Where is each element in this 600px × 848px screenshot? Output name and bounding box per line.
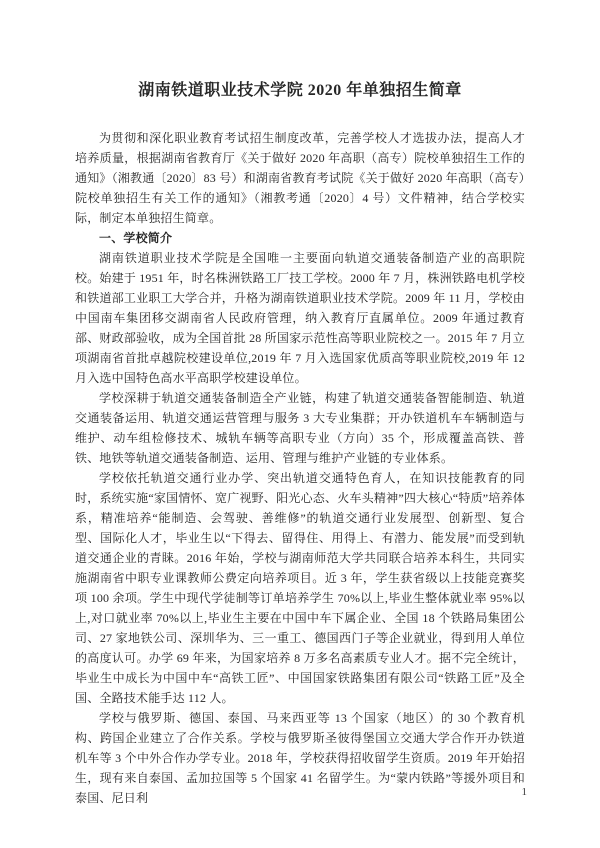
paragraph-school-history: 湖南铁道职业技术学院是全国唯一主要面向轨道交通装备制造产业的高职院校。始建于 1951 年，时名株洲铁路工厂技工学校。2000 年 7 月，株洲铁路电机学校和铁道部工业职工大学合并，升格为湖南铁道职业技术学院。2009 年 11 月，学校由中国南车集团移交湖南省人民政府管理，纳入教育厅直属单位。2009 年通过教育部、财政部验收，成为全国首批 28 所国家示范性高等职业院校之一。2015 年 7 月立项湖南省首批卓越院校建设单位,2019 年 7 月入选国家优质高等职业院校,2019 年 12 月入选中国特色高水平高职学校建设单位。 <box>75 251 526 385</box>
paragraph-international-cooperation: 学校与俄罗斯、德国、泰国、马来西亚等 13 个国家（地区）的 30 个教育机构、跨国企业建立了合作关系。学校与俄罗斯圣彼得堡国立交通大学合作开办铁道机车等 3 个中外合作办学专业。2018 年，学校获得招收留学生资质。2019 年开始招生，现有来自泰国、孟加拉国等 5 个国家 41 名留学生。为“蒙内铁路”等援外项目和泰国、尼日利 <box>75 711 525 805</box>
document-body <box>75 128 525 808</box>
page-number: 1 <box>521 786 527 798</box>
paragraph-policy-intro: 为贯彻和深化职业教育考试招生制度改革，完善学校人才选拔办法，提高人才培养质量，根据湖南省教育厅《关于做好 2020 年高职（高专）院校单独招生工作的通知》（湘教通〔2020〕83 号）和湖南省教育考试院《关于做好 2020 年高职（高专）院校单独招生有关工作的通知》（湘教考通〔2020〕4 号）文件精神，结合学校实际，制定本单独招生简章。 <box>75 131 526 225</box>
paragraph-talent-cultivation: 学校依托轨道交通行业办学、突出轨道交通特色育人，在知识技能教育的同时，系统实施“家国情怀、宽广视野、阳光心态、火车头精神”四大核心“特质”培养体系，精准培养“能制造、会驾驶、善维修”的轨道交通行业发展型、创新型、复合型、国际化人才，毕业生以“下得去、留得住、用得上、有潜力、能发展”而受到轨道交通企业的青睐。2016 年始，学校与湖南师范大学共同联合培养本科生，共同实施湖南省中职专业课教师公费定向培养项目。近 3 年，学生获省级以上技能竞赛奖项 100 余项。学生中现代学徒制等订单培养学生 70%以上,毕业生整体就业率 95%以上,对口就业率 70%以上,毕业生主要在中国中车下属企业、全国 18 个铁路局集团公司、27 家地铁公司、深圳华为、三一重工、德国西门子等企业就业，得到用人单位的高度认可。办学 69 年来，为国家培养 8 万多名高素质专业人才。据不完全统计，毕业生中成长为中国中车“高铁工匠”、中国国家铁路集团有限公司“铁路工匠”及全国、全路技术能手达 112 人。 <box>75 471 525 705</box>
document-title: 湖南铁道职业技术学院 2020 年单独招生简章 <box>138 82 462 99</box>
section-heading-school-intro: 一、学校简介 <box>99 231 173 245</box>
paragraph-major-clusters: 学校深耕于轨道交通装备制造全产业链，构建了轨道交通装备智能制造、轨道交通装备运用、轨道交通运营管理与服务 3 大专业集群；开办铁道机车车辆制造与维护、动车组检修技术、城轨车辆等高职专业（方向）35 个，形成覆盖高铁、普铁、地铁等轨道交通装备制造、运用、管理与维护产业链的专业体系。 <box>75 391 525 465</box>
